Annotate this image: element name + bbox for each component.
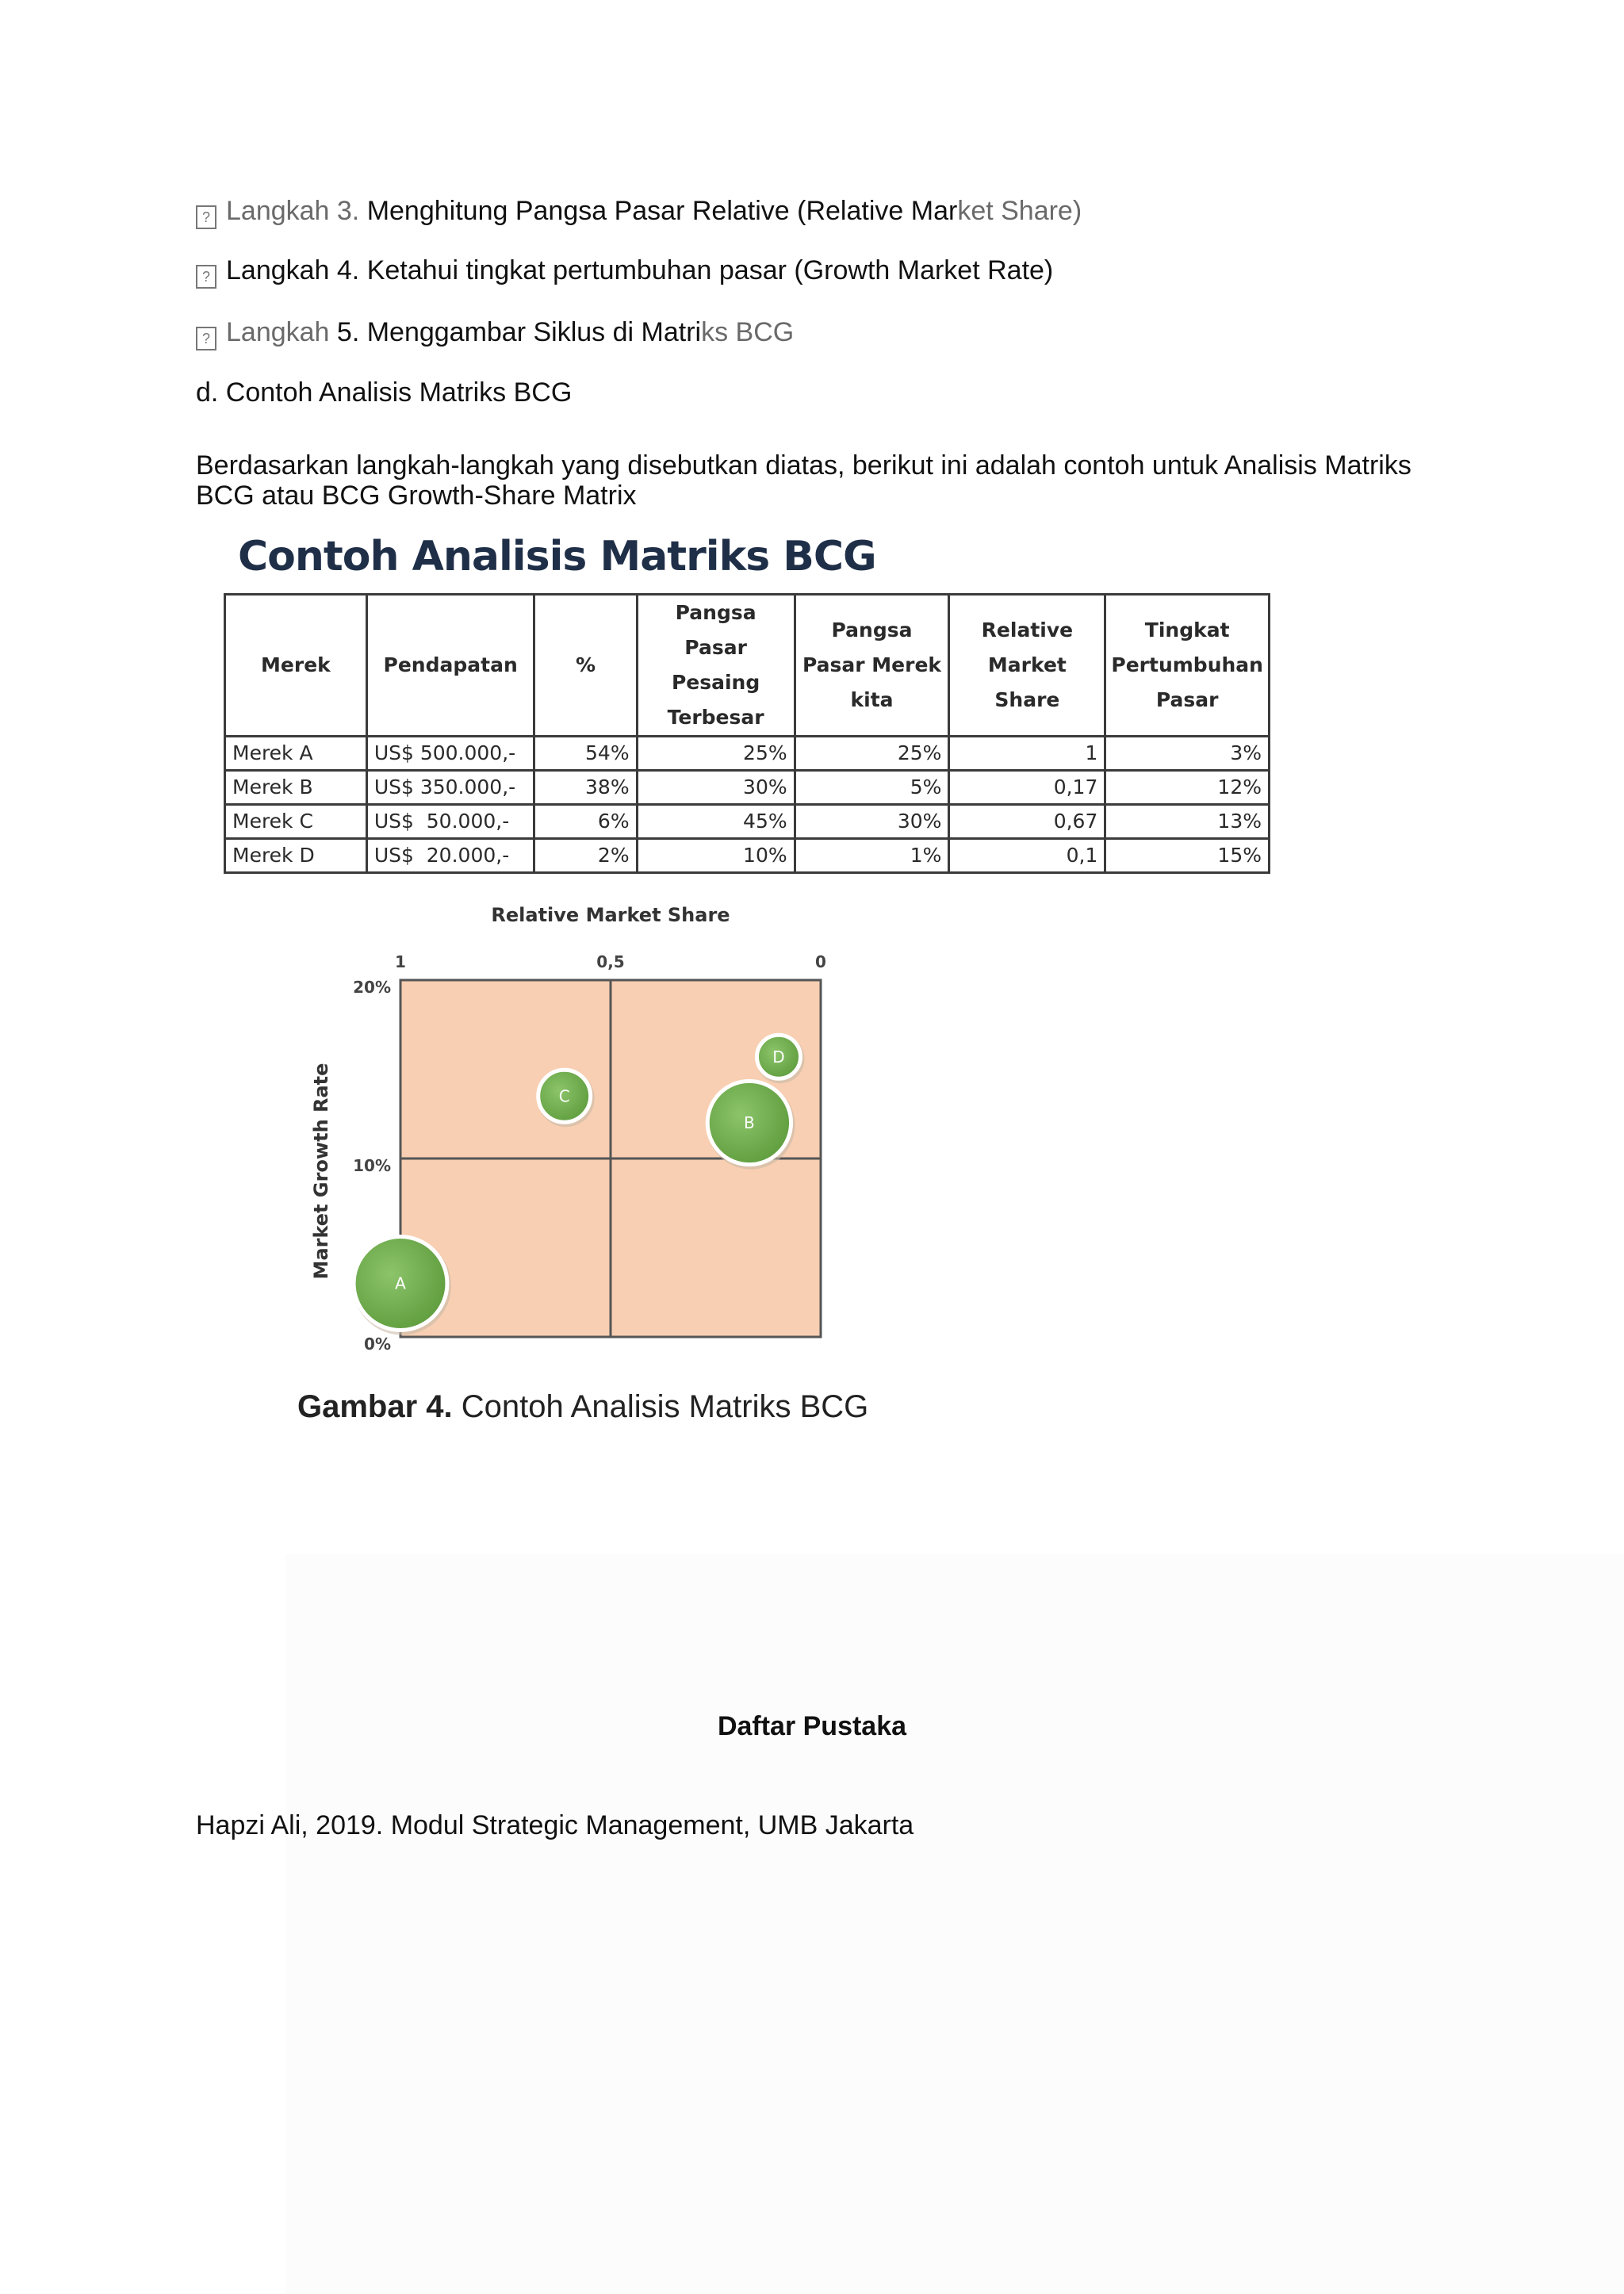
- y-tick-label: 0%: [364, 1335, 391, 1354]
- section-title: d. Contoh Analisis Matriks BCG: [196, 377, 573, 408]
- x-tick-label: 1: [395, 952, 406, 971]
- cell: 54%: [534, 737, 637, 771]
- cell: 25%: [795, 737, 949, 771]
- step-4-text: Langkah 4. Ketahui tingkat pertumbuhan pasar (Growth Market Rate): [226, 255, 1054, 285]
- cell: 0,1: [949, 839, 1105, 873]
- table-header-row: [225, 595, 1270, 737]
- bullet-icon: ?: [196, 265, 216, 289]
- y-tick-label: 20%: [353, 978, 391, 997]
- cell: 13%: [1105, 805, 1270, 839]
- bubble-label: C: [558, 1086, 570, 1106]
- cell: Merek B: [225, 771, 367, 805]
- step-3-suffix: ket Share): [957, 196, 1082, 226]
- col-relative-share: Relative Market Share: [949, 595, 1105, 737]
- figure-title: Contoh Analisis Matriks BCG: [238, 533, 876, 580]
- table-row: [225, 839, 1270, 873]
- step-5-text: 5. Menggambar Siklus di Matri: [336, 317, 702, 347]
- bullet-icon: ?: [196, 327, 216, 350]
- page-background-tint: [285, 1554, 1624, 2294]
- cell: 6%: [534, 805, 637, 839]
- cell: 12%: [1105, 771, 1270, 805]
- caption-text: Contoh Analisis Matriks BCG: [452, 1389, 869, 1424]
- step-3: [196, 196, 1082, 229]
- x-tick-label: 0,5: [596, 952, 625, 971]
- col-merek: Merek: [225, 595, 367, 737]
- cell: 1%: [795, 839, 949, 873]
- cell: US$ 20.000,-: [366, 839, 534, 873]
- bcg-matrix-chart: [285, 896, 936, 1372]
- cell: 10%: [637, 839, 795, 873]
- col-percent: %: [534, 595, 637, 737]
- table-row: [225, 771, 1270, 805]
- step-4: [196, 255, 1053, 289]
- cell: US$ 500.000,-: [366, 737, 534, 771]
- cell: 2%: [534, 839, 637, 873]
- cell: 25%: [637, 737, 795, 771]
- intro-paragraph: Berdasarkan langkah-langkah yang disebutkan diatas, berikut ini adalah contoh untuk Analisis Matriks BCG atau BCG Growth-Share Matrix: [196, 450, 1411, 511]
- col-growth-rate: Tingkat Pertumbuhan Pasar: [1105, 595, 1270, 737]
- step-3-prefix: Langkah 3.: [226, 196, 367, 226]
- cell: Merek A: [225, 737, 367, 771]
- bcg-table: [224, 593, 1270, 874]
- cell: US$ 50.000,-: [366, 805, 534, 839]
- cell: US$ 350.000,-: [366, 771, 534, 805]
- bcg-matrix-svg: [285, 896, 936, 1372]
- cell: 38%: [534, 771, 637, 805]
- col-pangsa-merek: Pangsa Pasar Merek kita: [795, 595, 949, 737]
- cell: 3%: [1105, 737, 1270, 771]
- col-pangsa-pesaing: Pangsa Pasar Pesaing Terbesar: [637, 595, 795, 737]
- step-5-suffix: ks BCG: [701, 317, 795, 347]
- step-5-prefix: Langkah: [226, 317, 337, 347]
- y-tick-label: 10%: [353, 1156, 391, 1175]
- reference-entry: Hapzi Ali, 2019. Modul Strategic Management, UMB Jakarta: [196, 1810, 914, 1840]
- cell: 15%: [1105, 839, 1270, 873]
- cell: 1: [949, 737, 1105, 771]
- x-tick-label: 0: [815, 952, 826, 971]
- caption-number: Gambar 4.: [297, 1389, 453, 1424]
- x-axis-label: Relative Market Share: [491, 904, 730, 926]
- step-3-text: Menghitung Pangsa Pasar Relative (Relative Mar: [366, 196, 958, 226]
- cell: 30%: [795, 805, 949, 839]
- cell: Merek C: [225, 805, 367, 839]
- cell: 45%: [637, 805, 795, 839]
- references-heading: Daftar Pustaka: [717, 1711, 907, 1741]
- bubble-label: A: [395, 1273, 406, 1293]
- col-pendapatan: Pendapatan: [366, 595, 534, 737]
- cell: 0,67: [949, 805, 1105, 839]
- bullet-icon: ?: [196, 205, 216, 229]
- cell: 30%: [637, 771, 795, 805]
- step-5: [196, 317, 794, 350]
- y-axis-label: Market Growth Rate: [310, 1063, 332, 1280]
- cell: 0,17: [949, 771, 1105, 805]
- table-row: [225, 805, 1270, 839]
- cell: Merek D: [225, 839, 367, 873]
- bubble-label: D: [772, 1047, 785, 1067]
- figure-caption: [297, 1389, 868, 1425]
- cell: 5%: [795, 771, 949, 805]
- bubble-label: B: [744, 1113, 755, 1132]
- table-row: [225, 737, 1270, 771]
